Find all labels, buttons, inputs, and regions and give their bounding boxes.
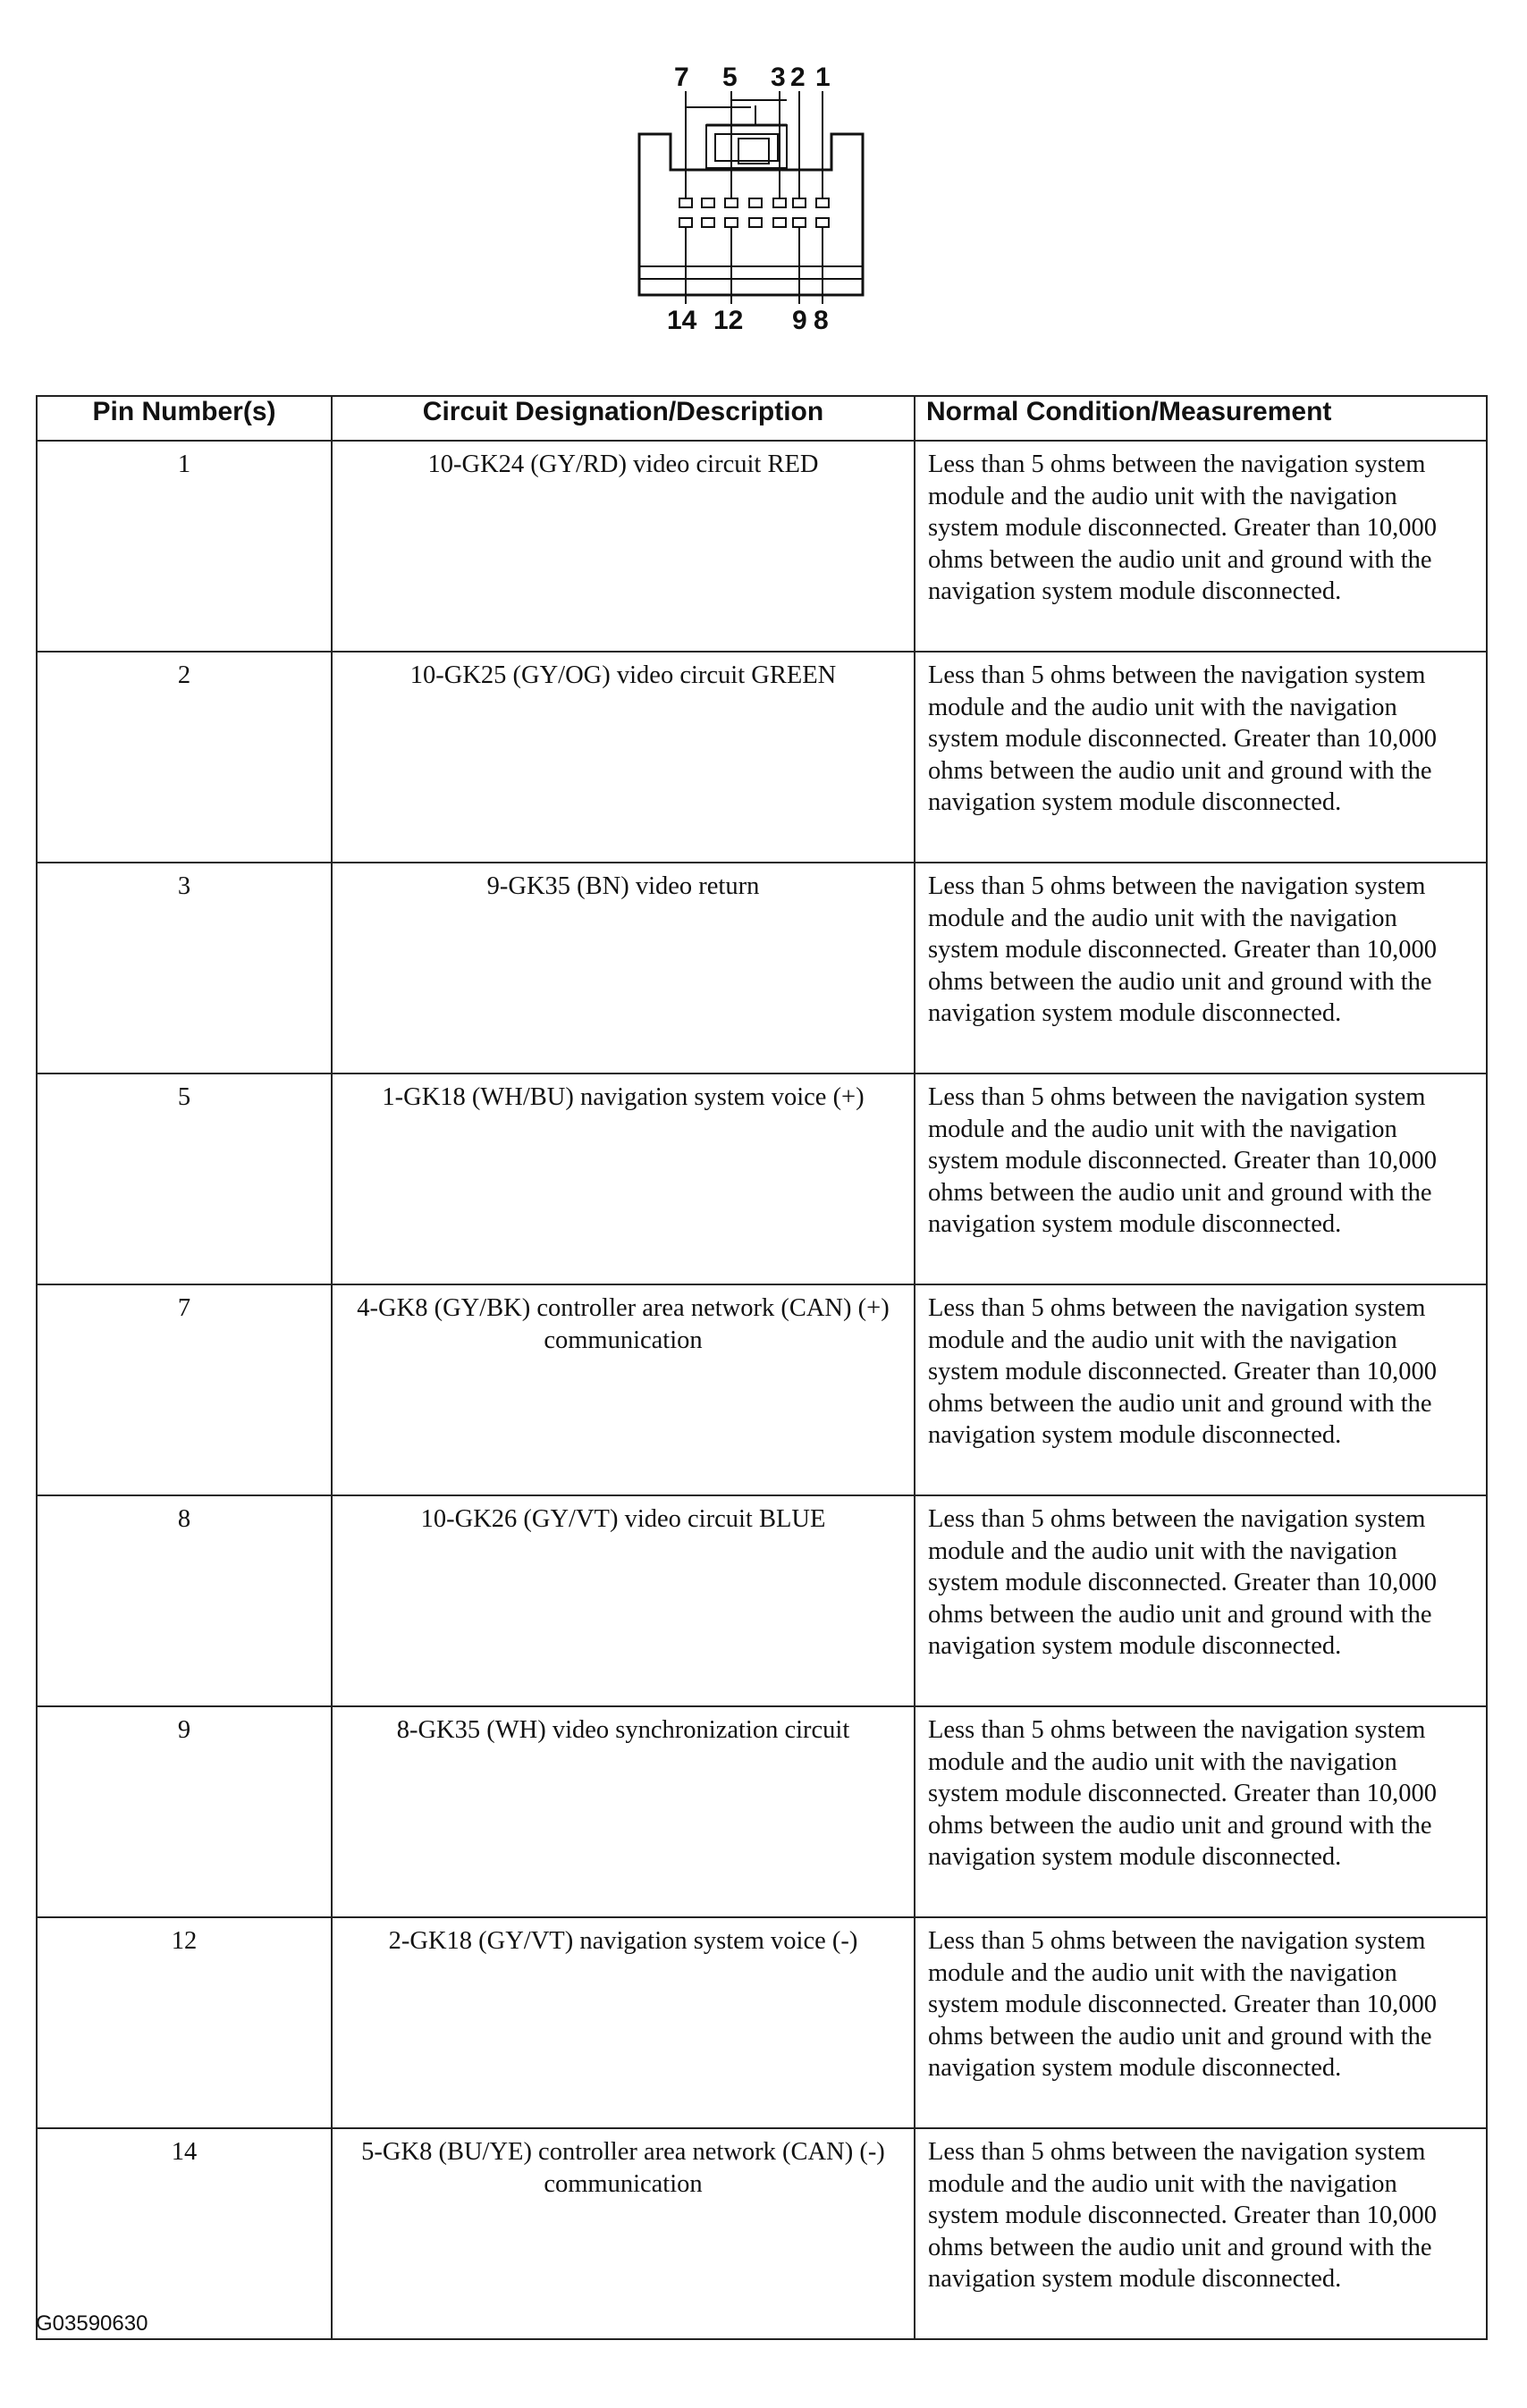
- table-row: [37, 1706, 1487, 1917]
- figure-id: G03590630: [36, 2311, 148, 2336]
- table-row: [37, 1073, 1487, 1284]
- pin-number: 8: [37, 1495, 332, 1706]
- pin-label-12: 12: [713, 306, 744, 335]
- pin-label-1: 1: [815, 63, 831, 92]
- table-header-row: [37, 396, 1487, 441]
- pin-label-2: 2: [790, 63, 806, 92]
- normal-condition: Less than 5 ohms between the navigation system module and the audio unit with the navigation system module disconnected. Greater than 10,000 ohms between the audio unit and ground with the navigation system module disconnected.: [915, 652, 1487, 863]
- normal-condition: Less than 5 ohms between the navigation system module and the audio unit with the navigation system module disconnected. Greater than 10,000 ohms between the audio unit and ground with the navigation system module disconnected.: [915, 863, 1487, 1073]
- pin-label-9: 9: [792, 306, 807, 335]
- connector-face-diagram: [0, 0, 1527, 384]
- table-row: [37, 2128, 1487, 2339]
- circuit-description: 5-GK8 (BU/YE) controller area network (CAN) (-) communication: [332, 2128, 915, 2339]
- pin-number: 12: [37, 1917, 332, 2128]
- pin-number: 3: [37, 863, 332, 1073]
- circuit-description: 10-GK25 (GY/OG) video circuit GREEN: [332, 652, 915, 863]
- pin-number: 5: [37, 1073, 332, 1284]
- pin-number: 9: [37, 1706, 332, 1917]
- pin-measurement-table: [36, 395, 1488, 2340]
- table-row: [37, 652, 1487, 863]
- circuit-description: 1-GK18 (WH/BU) navigation system voice (+): [332, 1073, 915, 1284]
- pin-number: 7: [37, 1284, 332, 1495]
- circuit-description: 9-GK35 (BN) video return: [332, 863, 915, 1073]
- header-pin-numbers: Pin Number(s): [37, 396, 332, 441]
- pin-number: 14: [37, 2128, 332, 2339]
- normal-condition: Less than 5 ohms between the navigation system module and the audio unit with the navigation system module disconnected. Greater than 10,000 ohms between the audio unit and ground with the navigation system module disconnected.: [915, 1495, 1487, 1706]
- table-row: [37, 1495, 1487, 1706]
- connector-pin-cavities: [679, 198, 829, 227]
- circuit-description: 8-GK35 (WH) video synchronization circuit: [332, 1706, 915, 1917]
- table-row: [37, 1917, 1487, 2128]
- normal-condition: Less than 5 ohms between the navigation system module and the audio unit with the navigation system module disconnected. Greater than 10,000 ohms between the audio unit and ground with the navigation system module disconnected.: [915, 1706, 1487, 1917]
- circuit-description: 4-GK8 (GY/BK) controller area network (CAN) (+) communication: [332, 1284, 915, 1495]
- pin-label-3: 3: [771, 63, 786, 92]
- normal-condition: Less than 5 ohms between the navigation system module and the audio unit with the navigation system module disconnected. Greater than 10,000 ohms between the audio unit and ground with the navigation system module disconnected.: [915, 1917, 1487, 2128]
- pin-number: 2: [37, 652, 332, 863]
- normal-condition: Less than 5 ohms between the navigation system module and the audio unit with the navigation system module disconnected. Greater than 10,000 ohms between the audio unit and ground with the navigation system module disconnected.: [915, 441, 1487, 652]
- normal-condition: Less than 5 ohms between the navigation system module and the audio unit with the navigation system module disconnected. Greater than 10,000 ohms between the audio unit and ground with the navigation system module disconnected.: [915, 2128, 1487, 2339]
- header-normal-condition: Normal Condition/Measurement: [915, 396, 1487, 441]
- table-row: [37, 1284, 1487, 1495]
- table-row: [37, 863, 1487, 1073]
- circuit-description: 2-GK18 (GY/VT) navigation system voice (-): [332, 1917, 915, 2128]
- circuit-description: 10-GK26 (GY/VT) video circuit BLUE: [332, 1495, 915, 1706]
- header-circuit-designation: Circuit Designation/Description: [332, 396, 915, 441]
- circuit-description: 10-GK24 (GY/RD) video circuit RED: [332, 441, 915, 652]
- pin-label-7: 7: [674, 63, 689, 92]
- pin-label-5: 5: [722, 63, 738, 92]
- pin-label-8: 8: [814, 306, 829, 335]
- pin-label-14: 14: [667, 306, 697, 335]
- normal-condition: Less than 5 ohms between the navigation system module and the audio unit with the navigation system module disconnected. Greater than 10,000 ohms between the audio unit and ground with the navigation system module disconnected.: [915, 1073, 1487, 1284]
- table-row: [37, 441, 1487, 652]
- pin-number: 1: [37, 441, 332, 652]
- normal-condition: Less than 5 ohms between the navigation system module and the audio unit with the navigation system module disconnected. Greater than 10,000 ohms between the audio unit and ground with the navigation system module disconnected.: [915, 1284, 1487, 1495]
